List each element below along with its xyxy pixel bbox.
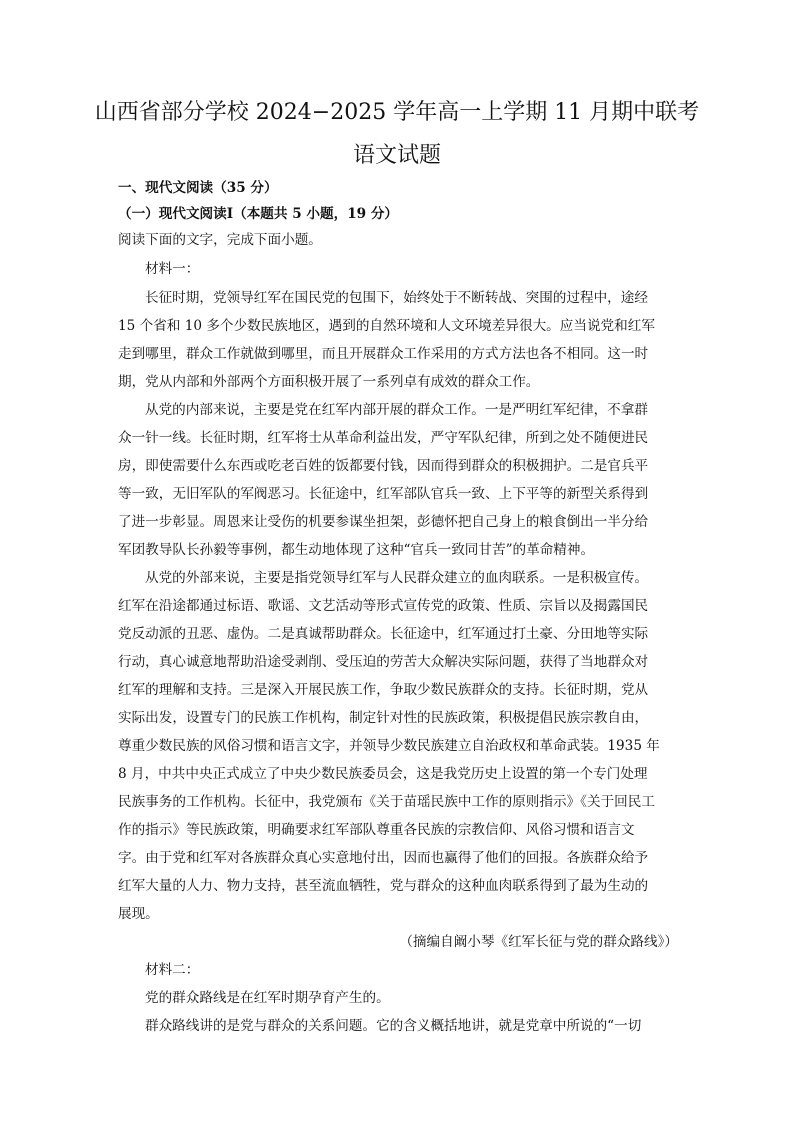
paragraph-line: 期，党从内部和外部两个方面积极开展了一系列卓有成效的群众工作。 bbox=[118, 374, 540, 390]
instruction-text: 阅读下面的文字，完成下面小题。 bbox=[118, 232, 322, 248]
material-label: 材料二： bbox=[145, 962, 200, 978]
paragraph-line: 众一针一线。长征时期，红军将士从革命利益出发，严守军队纪律，所到之处不随便进民 bbox=[118, 430, 649, 446]
paragraph-line: 尊重少数民族的风俗习惯和语言文字，并领导少数民族建立自治政权和革命武装。1935 年 bbox=[118, 738, 660, 754]
paragraph-line: 15 个省和 10 多个少数民族地区，遇到的自然环境和人文环境差异很大。应当说党和红军 bbox=[118, 318, 655, 334]
paragraph-line: 民族事务的工作机构。长征中，我党颁布《关于苗瑶民族中工作的原则指示》《关于回民工 bbox=[118, 794, 655, 810]
material-label: 材料一： bbox=[145, 261, 200, 277]
subsection-heading: （一）现代文阅读Ⅰ（本题共 5 小题，19 分） bbox=[118, 206, 399, 222]
paragraph-line: 红军大量的人力、物力支持，甚至流血牺牲，党与群众的这种血肉联系得到了最为生动的 bbox=[118, 878, 649, 894]
paragraph-line: 房，即使需要什么东西或吃老百姓的饭都要付钱，因而得到群众的积极拥护。二是官兵平 bbox=[118, 458, 649, 474]
paragraph-line: 长征时期，党领导红军在国民党的包围下，始终处于不断转战、突围的过程中，途经 bbox=[145, 290, 648, 306]
document-title: 山西省部分学校 2024−2025 学年高一上学期 11 月期中联考 bbox=[94, 100, 700, 125]
paragraph-line: 作的指示》等民族政策，明确要求红军部队尊重各民族的宗教信仰、风俗习惯和语言文 bbox=[118, 822, 635, 838]
paragraph-line: 行动，真心诚意地帮助沿途受剥削、受压迫的劳苦大众解决实际问题，获得了当地群众对 bbox=[118, 654, 649, 670]
paragraph-line: 字。由于党和红军对各族群众真心实意地付出，因而也赢得了他们的回报。各族群众给予 bbox=[118, 850, 649, 866]
source-citation: （摘编自阚小琴《红军长征与党的群众路线》） bbox=[399, 934, 678, 950]
paragraph-line: 展现。 bbox=[118, 906, 159, 922]
document-subtitle: 语文试题 bbox=[352, 143, 441, 168]
paragraph-line: 走到哪里，群众工作就做到哪里，而且开展群众工作采用的方式方法也各不相同。这一时 bbox=[118, 346, 649, 362]
paragraph-line: 群众路线讲的是党与群众的关系问题。它的含义概括地讲，就是党章中所说的“一切 bbox=[145, 1018, 642, 1034]
paragraph-line: 党反动派的丑恶、虚伪。二是真诚帮助群众。长征途中，红军通过打土豪、分田地等实际 bbox=[118, 626, 649, 642]
section-heading: 一、现代文阅读（35 分） bbox=[118, 180, 278, 196]
paragraph-line: 实际出发，设置专门的民族工作机构，制定针对性的民族政策，积极提倡民族宗教自由， bbox=[118, 710, 649, 726]
paragraph-line: 从党的内部来说，主要是党在红军内部开展的群众工作。一是严明红军纪律，不拿群 bbox=[145, 402, 648, 418]
paragraph-line: 红军的理解和支持。三是深入开展民族工作，争取少数民族群众的支持。长征时期，党从 bbox=[118, 682, 649, 698]
paragraph-line: 等一致，无旧军队的军阀恶习。长征途中，红军部队官兵一致、上下平等的新型关系得到 bbox=[118, 486, 649, 502]
paragraph-line: 党的群众路线是在红军时期孕育产生的。 bbox=[145, 990, 390, 1006]
paragraph-line: 红军在沿途都通过标语、歌谣、文艺活动等形式宣传党的政策、性质、宗旨以及揭露国民 bbox=[118, 598, 649, 614]
paragraph-line: 8 月，中共中央正式成立了中央少数民族委员会，这是我党历史上设置的第一个专门处理 bbox=[118, 766, 648, 782]
paragraph-line: 了进一步彰显。周恩来让受伤的机要参谋坐担架，彭德怀把自己身上的粮食倒出一半分给 bbox=[118, 514, 649, 530]
paragraph-line: 军团教导队长孙毅等事例，都生动地体现了这种“官兵一致同甘苦”的革命精神。 bbox=[118, 542, 595, 558]
paragraph-line: 从党的外部来说，主要是指党领导红军与人民群众建立的血肉联系。一是积极宣传。 bbox=[145, 570, 648, 586]
